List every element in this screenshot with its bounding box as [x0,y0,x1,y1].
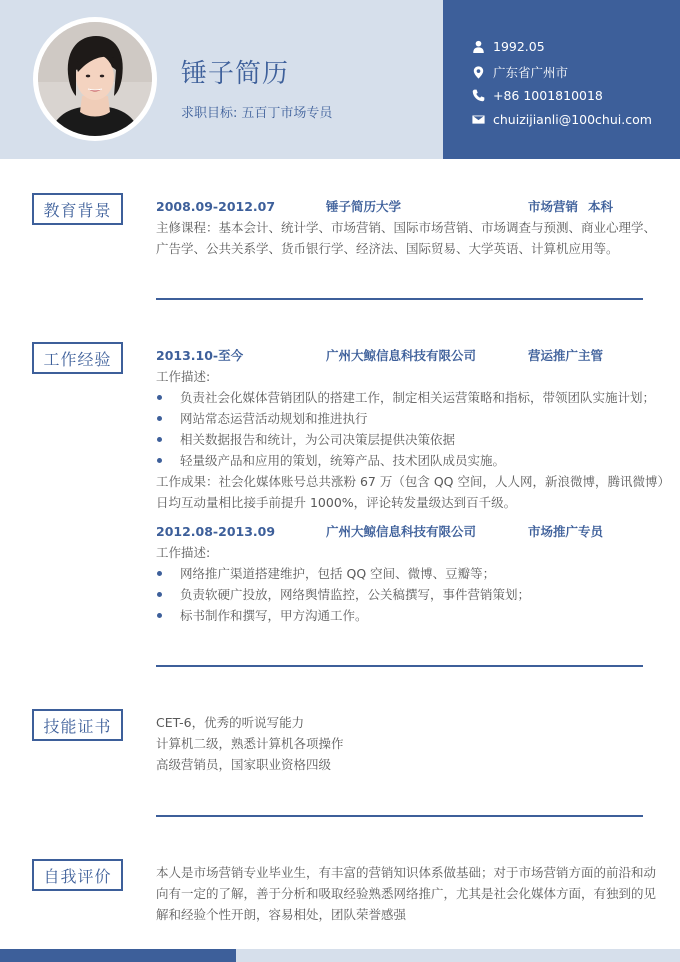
section-title-skills: 技能证书 [32,709,123,741]
resume-name: 锤子简历 [181,59,290,89]
skill-item: CET-6，优秀的听说写能力 [156,715,305,730]
self-eval-line2: 向有一定的了解，善于分析和吸取经验熟悉网络推广，尤其是社会化媒体方面，有独到的见 [156,886,657,901]
job1-position: 营运推广主管 [528,348,604,363]
job1-desc-label: 工作描述: [156,369,211,384]
location-text: 广东省广州市 [493,65,569,80]
job1-bullet: 轻量级产品和应用的策划，统筹产品、技术团队成员实施。 [180,453,506,468]
self-eval-line1: 本人是市场营销专业毕业生，有丰富的营销知识体系做基础；对于市场营销方面的前沿和动 [156,865,657,880]
job2-company: 广州大鲸信息科技有限公司 [326,524,477,539]
skill-item: 高级营销员，国家职业资格四级 [156,757,332,772]
job2-bullet: 负责软硬广投放，网络舆情监控，公关稿撰写，事件营销策划； [180,587,531,602]
job1-bullet: 负责社会化媒体营销团队的搭建工作，制定相关运营策略和指标，带领团队实施计划； [180,390,656,405]
section-divider [156,815,643,817]
bullet-dot [157,592,162,597]
edu-period: 2008.09-2012.07 [156,199,276,214]
objective-label: 求职目标: [181,106,238,121]
job2-position: 市场推广专员 [528,524,604,539]
bullet-dot [157,395,162,400]
bullet-dot [157,458,162,463]
avatar [33,17,157,141]
email-address: chuizijianli@100chui.com [493,111,652,127]
job1-result-line1: 工作成果：社会化媒体账号总共涨粉 67 万（包含 QQ 空间，人人网，新浪微博，腾讯微博） [156,474,670,489]
section-title-education: 教育背景 [32,193,123,225]
objective-value: 五百丁市场专员 [241,106,333,121]
section-title-work: 工作经验 [32,342,123,374]
edu-major: 市场营销 [528,199,579,214]
section-divider [156,298,643,300]
person-icon [470,38,486,54]
job1-bullet: 相关数据报告和统计，为公司决策层提供决策依据 [180,432,456,447]
bullet-dot [157,571,162,576]
job1-period: 2013.10-至今 [156,348,244,363]
contact-location [470,63,568,81]
mail-icon [470,111,486,127]
contact-phone [470,87,603,103]
bullet-dot [157,416,162,421]
profile-photo [38,22,152,136]
section-title-self-eval: 自我评价 [32,859,123,891]
job1-bullet: 网站常态运营活动规划和推进执行 [180,411,368,426]
job1-company: 广州大鲸信息科技有限公司 [326,348,477,363]
edu-school: 锤子简历大学 [326,199,402,214]
job1-result-line2: 日均互动量相比接手前提升 1000%，评论转发量级达到百千级。 [156,495,517,510]
edu-courses-line2: 广告学、公共关系学、货币银行学、经济法、国际贸易、大学英语、计算机应用等。 [156,241,619,256]
bullet-dot [157,437,162,442]
footer-bar-dark [0,949,236,962]
bullet-dot [157,613,162,618]
job-objective [181,102,332,121]
self-eval-line3: 解和经验个性开朗，容易相处，团队荣誉感强 [156,907,407,922]
contact-email [470,111,652,127]
job2-bullet: 网络推广渠道搭建维护，包括 QQ 空间、微博、豆瓣等； [180,566,496,581]
location-pin-icon [470,64,486,80]
skill-item: 计算机二级，熟悉计算机各项操作 [156,736,344,751]
contact-birth [470,38,545,54]
footer-bar-light [236,949,680,962]
job2-period: 2012.08-2013.09 [156,524,276,539]
phone-icon [470,87,486,103]
birth-date: 1992.05 [493,38,545,54]
edu-degree: 本科 [588,199,614,214]
section-divider [156,665,643,667]
edu-courses-line1: 主修课程：基本会计、统计学、市场营销、国际市场营销、市场调查与预测、商业心理学、 [156,220,657,235]
job2-bullet: 标书制作和撰写，甲方沟通工作。 [180,608,368,623]
phone-number: +86 1001810018 [493,87,603,103]
job2-desc-label: 工作描述: [156,545,211,560]
